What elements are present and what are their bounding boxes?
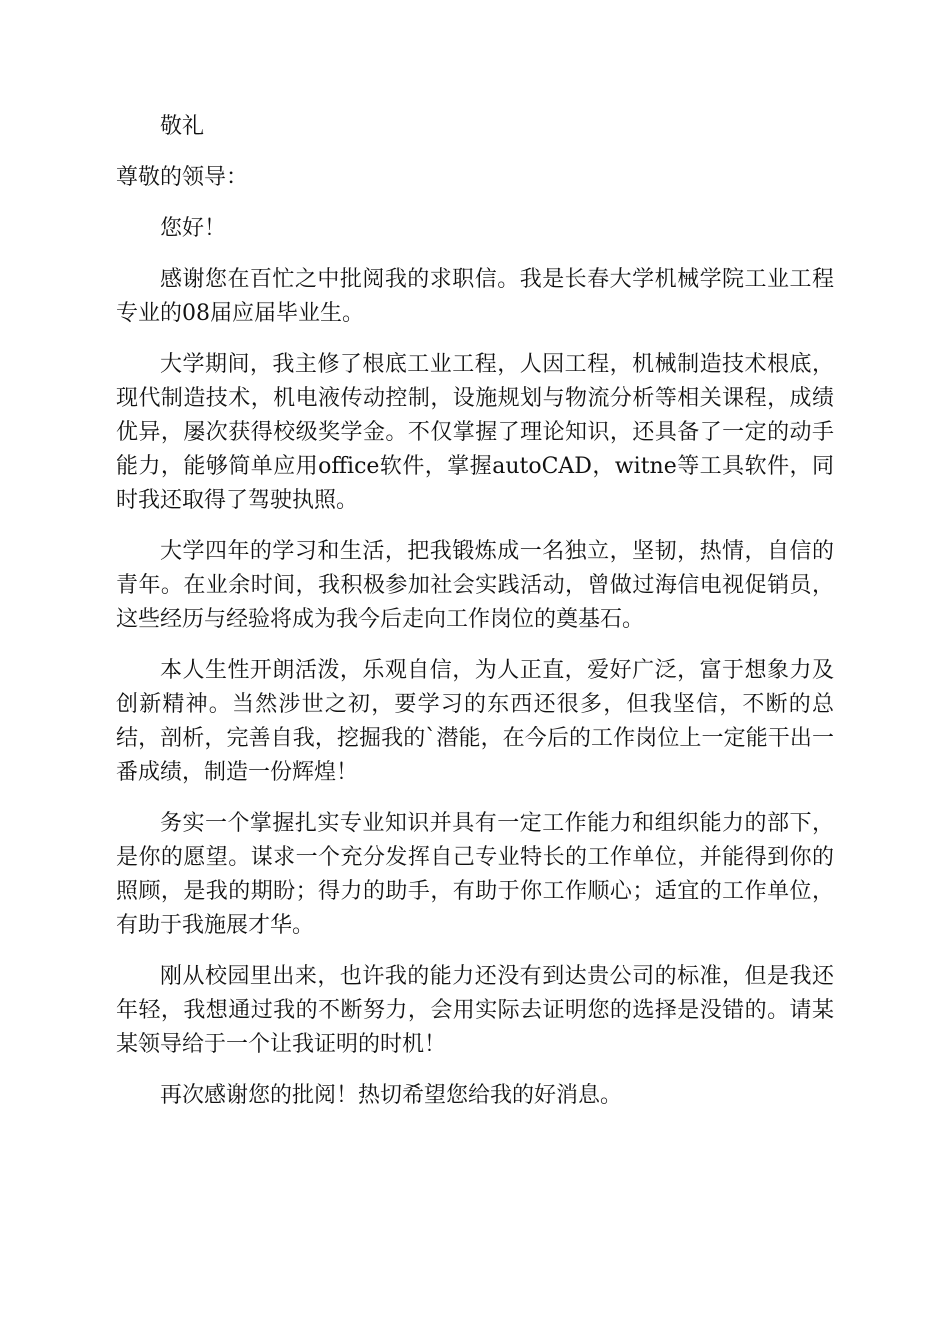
paragraph-thanks: 感谢您在百忙之中批阅我的求职信。我是长春大学机械学院工业工程专业的08届应届毕业生。 (116, 267, 834, 326)
salutation-text: 尊敬的领导： (116, 165, 249, 190)
paragraph-personality: 本人生性开朗活泼，乐观自信，为人正直，爱好广泛，富于想象力及创新精神。当然涉世之初，要学习的东西还很多，但我坚信，不断的总结，剖析，完善自我，挖掘我的`潜能，在今后的工作岗位上一定能干出一番成绩，制造一份辉煌！ (116, 658, 834, 785)
letter-body (116, 110, 834, 1130)
paragraph-education: 大学期间，我主修了根底工业工程，人因工程，机械制造技术根底，现代制造技术，机电液传动控制，设施规划与物流分析等相关课程，成绩优异，屡次获得校级奖学金。不仅掌握了理论知识，还具备了一定的动手能力，能够简单应用office软件，掌握autoCAD，witne等工具软件，同时我还取得了驾驶执照。 (116, 352, 834, 513)
paragraph-final-thanks: 再次感谢您的批阅！热切希望您给我的好消息。 (160, 1083, 623, 1108)
greeting-text: 您好！ (160, 216, 227, 241)
closing-text: 敬礼 (160, 114, 205, 139)
paragraph-request: 刚从校园里出来，也许我的能力还没有到达贵公司的标准，但是我还年轻，我想通过我的不断努力，会用实际去证明您的选择是没错的。请某某领导给于一个让我证明的时机！ (116, 964, 834, 1057)
paragraph-aspiration: 务实一个掌握扎实专业知识并具有一定工作能力和组织能力的部下，是你的愿望。谋求一个充分发挥自己专业特长的工作单位，并能得到你的照顾，是我的期盼；得力的助手，有助于你工作顺心；适宜的工作单位，有助于我施展才华。 (116, 811, 834, 938)
paragraph-experience: 大学四年的学习和生活，把我锻炼成一名独立，坚韧，热情，自信的青年。在业余时间，我积极参加社会实践活动，曾做过海信电视促销员，这些经历与经验将成为我今后走向工作岗位的奠基石。 (116, 539, 834, 632)
